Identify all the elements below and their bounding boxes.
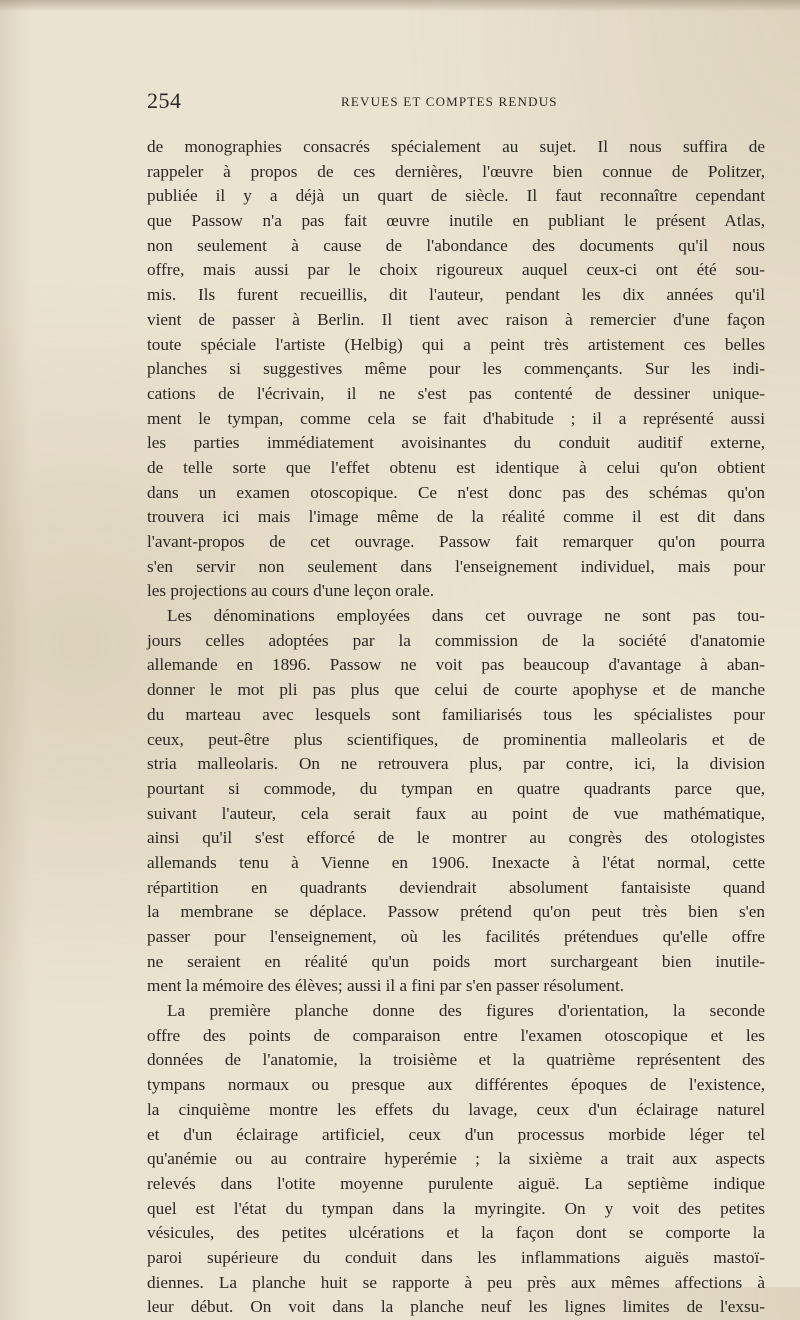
text-line: et d'un éclairage artificiel, ceux d'un processus morbide léger tel xyxy=(147,1124,765,1144)
text-line: passer pour l'enseignement, où les facilités prétendues qu'elle offre xyxy=(147,927,765,946)
text-line: leur début. On voit dans la planche neuf les lignes limites de l'exsu- xyxy=(147,1297,765,1317)
text-line: répartition en quadrants deviendrait absolument fantaisiste quand xyxy=(147,877,765,897)
text-line: donner le mot pli pas plus que celui de courte apophyse et de manche xyxy=(147,680,765,700)
text-line: ainsi qu'il s'est efforcé de le montrer au congrès des otologistes xyxy=(147,828,765,848)
text-line: les projections au cours d'une leçon orale. xyxy=(147,581,435,601)
text-line: la cinquième montre les effets du lavage, ceux d'un éclairage naturel xyxy=(147,1099,765,1119)
body-text xyxy=(147,135,765,1320)
text-line: la membrane se déplace. Passow prétend qu'on peut très bien s'en xyxy=(147,902,765,922)
text-line: tympans normaux ou presque aux différentes époques de l'existence, xyxy=(147,1075,765,1095)
text-line: données de l'anatomie, la troisième et la quatrième représentent des xyxy=(147,1050,765,1070)
text-line: La première planche donne des figures d'orientation, la seconde xyxy=(167,1001,765,1021)
text-line: offre, mais aussi par le choix rigoureux auquel ceux-ci ont été sou- xyxy=(147,260,765,280)
text-line: qu'anémie ou au contraire hyperémie ; la sixième a trait aux aspects xyxy=(147,1149,765,1169)
text-line: du marteau avec lesquels sont familiarisés tous les spécialistes pour xyxy=(147,704,765,724)
text-line: ment la mémoire des élèves; aussi il a fini par s'en passer résolument. xyxy=(147,976,625,996)
text-line: ment le tympan, comme cela se fait d'habitude ; il a représenté aussi xyxy=(147,408,765,428)
text-line: trouvera ici mais l'image même de la réalité comme il est dit dans xyxy=(147,507,765,527)
text-line: paroi supérieure du conduit dans les inflammations aiguës mastoï- xyxy=(147,1247,765,1267)
text-line: de monographies consacrés spécialement au sujet. Il nous suffira de xyxy=(147,137,765,156)
text-line: non seulement à cause de l'abondance des documents qu'il nous xyxy=(147,235,765,255)
text-line: allemande en 1896. Passow ne voit pas beaucoup d'avantage à aban- xyxy=(147,655,765,675)
text-line: vient de passer à Berlin. Il tient avec raison à remercier d'une façon xyxy=(147,309,765,329)
text-line: stria malleolaris. On ne retrouvera plus, par contre, ici, la division xyxy=(147,754,765,774)
text-line: pourtant si commode, du tympan en quatre quadrants parce que, xyxy=(147,778,765,798)
text-line: ceux, peut-être plus scientifiques, de prominentia malleolaris et de xyxy=(147,729,765,749)
running-head: REVUES ET COMPTES RENDUS xyxy=(341,94,558,109)
page-top-edge xyxy=(0,0,800,12)
text-line: vésicules, des petites ulcérations et la façon dont se comporte la xyxy=(147,1223,765,1243)
text-line: ne seraient en réalité qu'un poids mort surchargeant bien inutile- xyxy=(147,951,765,971)
page-number: 254 xyxy=(147,88,182,113)
text-line: relevés dans l'otite moyenne purulente aiguë. La septième indique xyxy=(147,1173,765,1193)
text-line: de telle sorte que l'effet obtenu est identique à celui qu'on obtient xyxy=(147,457,765,477)
text-line: rappeler à propos de ces dernières, l'œuvre bien connue de Politzer, xyxy=(147,161,765,181)
text-line: s'en servir non seulement dans l'enseignement individuel, mais pour xyxy=(147,556,765,576)
text-line: l'avant-propos de cet ouvrage. Passow fait remarquer qu'on pourra xyxy=(147,532,765,551)
text-line: dans un examen otoscopique. Ce n'est donc pas des schémas qu'on xyxy=(147,482,765,502)
text-line: jours celles adoptées par la commission de la société d'anatomie xyxy=(147,630,765,650)
text-line: diennes. La planche huit se rapporte à peu près aux mêmes affections à xyxy=(147,1272,765,1292)
text-line: publiée il y a déjà un quart de siècle. Il faut reconnaître cependant xyxy=(147,186,765,206)
text-line: cations de l'écrivain, il ne s'est pas contenté de dessiner unique- xyxy=(147,383,765,403)
text-line: quel est l'état du tympan dans la myringite. On y voit des petites xyxy=(147,1198,765,1218)
text-line: suivant l'auteur, cela serait faux au point de vue mathématique, xyxy=(147,803,765,823)
text-line: que Passow n'a pas fait œuvre inutile en publiant le présent Atlas, xyxy=(147,211,765,231)
text-line: planches si suggestives même pour les commençants. Sur les indi- xyxy=(147,359,765,379)
text-line: allemands tenu à Vienne en 1906. Inexacte à l'état normal, cette xyxy=(147,852,765,872)
text-line: offre des points de comparaison entre l'examen otoscopique et les xyxy=(147,1025,765,1045)
text-line: les parties immédiatement avoisinantes du conduit auditif externe, xyxy=(147,433,765,453)
text-line: toute spéciale l'artiste (Helbig) qui a peint très artistement ces belles xyxy=(147,334,765,354)
text-line: mis. Ils furent recueillis, dit l'auteur, pendant les dix années qu'il xyxy=(147,285,765,305)
text-line: Les dénominations employées dans cet ouvrage ne sont pas tou- xyxy=(167,606,765,626)
